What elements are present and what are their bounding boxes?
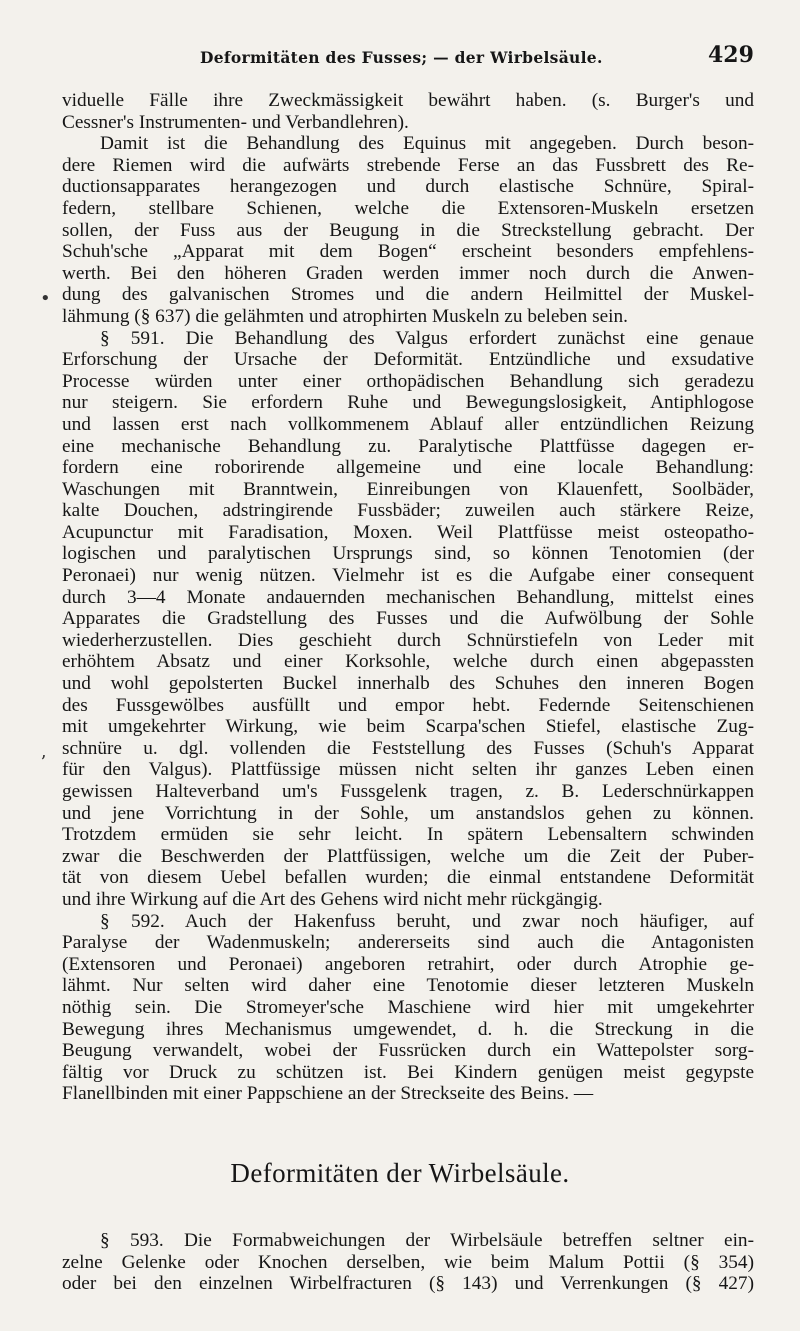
text-line: des Fussgewölbes ausfüllt und empor hebt. Federnde Seitenschienen <box>62 694 754 716</box>
text-line: zwar die Beschwerden der Plattfüssigen, welche um die Zeit der Puber- <box>62 845 754 867</box>
text-line: Schuh'sche „Apparat mit dem Bogen“ erscheint besonders empfehlens- <box>62 241 754 263</box>
text-line: § 591. Die Behandlung des Valgus erfordert zunächst eine genaue <box>100 327 754 349</box>
text-line: oder bei den einzelnen Wirbelfracturen (§ 143) und Verrenkungen (§ 427) <box>62 1273 754 1295</box>
text-line: erhöhtem Absatz und einer Korksohle, welche durch einen abgepassten <box>62 651 754 673</box>
text-line: nöthig sein. Die Stromeyer'sche Maschiene wird hier mit umgekehrter <box>62 996 754 1018</box>
text-line: fältig vor Druck zu schützen ist. Bei Kindern genügen meist gegypste <box>62 1061 754 1083</box>
text-line: und jene Vorrichtung in der Sohle, um anstandslos gehen zu können. <box>62 802 754 824</box>
page-number: 429 <box>708 42 754 68</box>
margin-tick: ʼ <box>40 752 46 773</box>
text-line: lähmt. Nur selten wird daher eine Tenotomie dieser letzteren Muskeln <box>62 975 754 997</box>
text-line: kalte Douchen, adstringirende Fussbäder; zuweilen auch stärkere Reize, <box>62 500 754 522</box>
text-line: zelne Gelenke oder Knochen derselben, wie beim Malum Pottii (§ 354) <box>62 1251 754 1273</box>
text-line: Waschungen mit Branntwein, Einreibungen von Klauenfett, Soolbäder, <box>62 478 754 500</box>
text-line: § 592. Auch der Hakenfuss beruht, und zwar noch häufiger, auf <box>100 910 754 932</box>
text-line: dere Riemen wird die aufwärts strebende Ferse an das Fussbrett des Re- <box>62 154 754 176</box>
text-line: viduelle Fälle ihre Zweckmässigkeit bewährt haben. (s. Burger's und <box>62 90 754 111</box>
text-line: fordern eine roborirende allgemeine und eine locale Behandlung: <box>62 457 754 479</box>
text-line: schnüre u. dgl. vollenden die Feststellung des Fusses (Schuh's Apparat <box>62 737 754 759</box>
body-text <box>62 90 754 1105</box>
section-body-text <box>62 1230 754 1295</box>
running-head: Deformitäten des Fusses; — der Wirbelsäule. <box>200 48 603 67</box>
text-line: nur steigern. Sie erfordern Ruhe und Bewegungslosigkeit, Antiphlogose <box>62 392 754 414</box>
text-line: durch 3—4 Monate andauernden mechanischen Behandlung, mittelst eines <box>62 586 754 608</box>
text-line: Flanellbinden mit einer Pappschiene an der Streckseite des Beins. — <box>62 1083 594 1105</box>
text-line: eine mechanische Behandlung zu. Paralytische Plattfüsse dagegen er- <box>62 435 754 457</box>
text-line: Peronaei) nur wenig nützen. Vielmehr ist es die Aufgabe einer consequent <box>62 565 754 587</box>
text-line: dung des galvanischen Stromes und die andern Heilmittel der Muskel- <box>62 284 754 306</box>
text-line: Bewegung ihres Mechanismus umgewendet, d. h. die Streckung in die <box>62 1018 754 1040</box>
text-line: ductionsapparates herangezogen und durch elastische Schnüre, Spiral- <box>62 176 754 198</box>
page-header <box>0 42 800 72</box>
text-line: Beugung verwandelt, wobei der Fussrücken durch ein Wattepolster sorg- <box>62 1040 754 1062</box>
text-line: und ihre Wirkung auf die Art des Gehens wird nicht mehr rückgängig. <box>62 888 603 910</box>
text-line: Paralyse der Wadenmuskeln; andererseits sind auch die Antagonisten <box>62 932 754 954</box>
text-line: § 593. Die Formabweichungen der Wirbelsäule betreffen seltner ein- <box>100 1230 754 1251</box>
text-line: und wohl gepolsterten Buckel innerhalb des Schuhes den inneren Bogen <box>62 673 754 695</box>
text-line: Apparates die Gradstellung des Fusses und die Aufwölbung der Sohle <box>62 608 754 630</box>
text-line: Trotzdem ermüden sie sehr leicht. In spätern Lebensaltern schwinden <box>62 824 754 846</box>
text-line: und lassen erst nach vollkommenem Ablauf aller entzündlichen Reizung <box>62 413 754 435</box>
text-line: sollen, der Fuss aus der Beugung in die Streckstellung gebracht. Der <box>62 219 754 241</box>
text-line: Acupunctur mit Faradisation, Moxen. Weil Plattfüsse meist osteopatho- <box>62 521 754 543</box>
text-line: Cessner's Instrumenten- und Verbandlehren). <box>62 111 409 133</box>
text-line: federn, stellbare Schienen, welche die Extensoren-Muskeln ersetzen <box>62 197 754 219</box>
text-line: Processe würden unter einer orthopädischen Behandlung sich geradezu <box>62 370 754 392</box>
margin-dot: • <box>40 288 51 309</box>
text-line: logischen und paralytischen Ursprungs sind, so können Tenotomien (der <box>62 543 754 565</box>
section-heading: Deformitäten der Wirbelsäule. <box>230 1158 570 1188</box>
text-line: werth. Bei den höheren Graden werden immer noch durch die Anwen- <box>62 262 754 284</box>
text-line: tät von diesem Uebel befallen wurden; die einmal entstandene Deformität <box>62 867 754 889</box>
text-line: Erforschung der Ursache der Deformität. Entzündliche und exsudative <box>62 349 754 371</box>
text-line: für den Valgus). Plattfüssige müssen nicht selten ihr ganzes Leben einen <box>62 759 754 781</box>
text-line: Damit ist die Behandlung des Equinus mit angegeben. Durch beson- <box>100 133 754 155</box>
text-line: lähmung (§ 637) die gelähmten und atrophirten Muskeln zu beleben sein. <box>62 305 628 327</box>
text-line: wiederherzustellen. Dies geschieht durch Schnürstiefeln von Leder mit <box>62 629 754 651</box>
text-line: (Extensoren und Peronaei) angeboren retrahirt, oder durch Atrophie ge- <box>62 953 754 975</box>
text-line: gewissen Halteverband um's Fussgelenk tragen, z. B. Lederschnürkappen <box>62 781 754 802</box>
text-line: mit umgekehrter Wirkung, wie beim Scarpa'schen Stiefel, elastische Zug- <box>62 716 754 738</box>
